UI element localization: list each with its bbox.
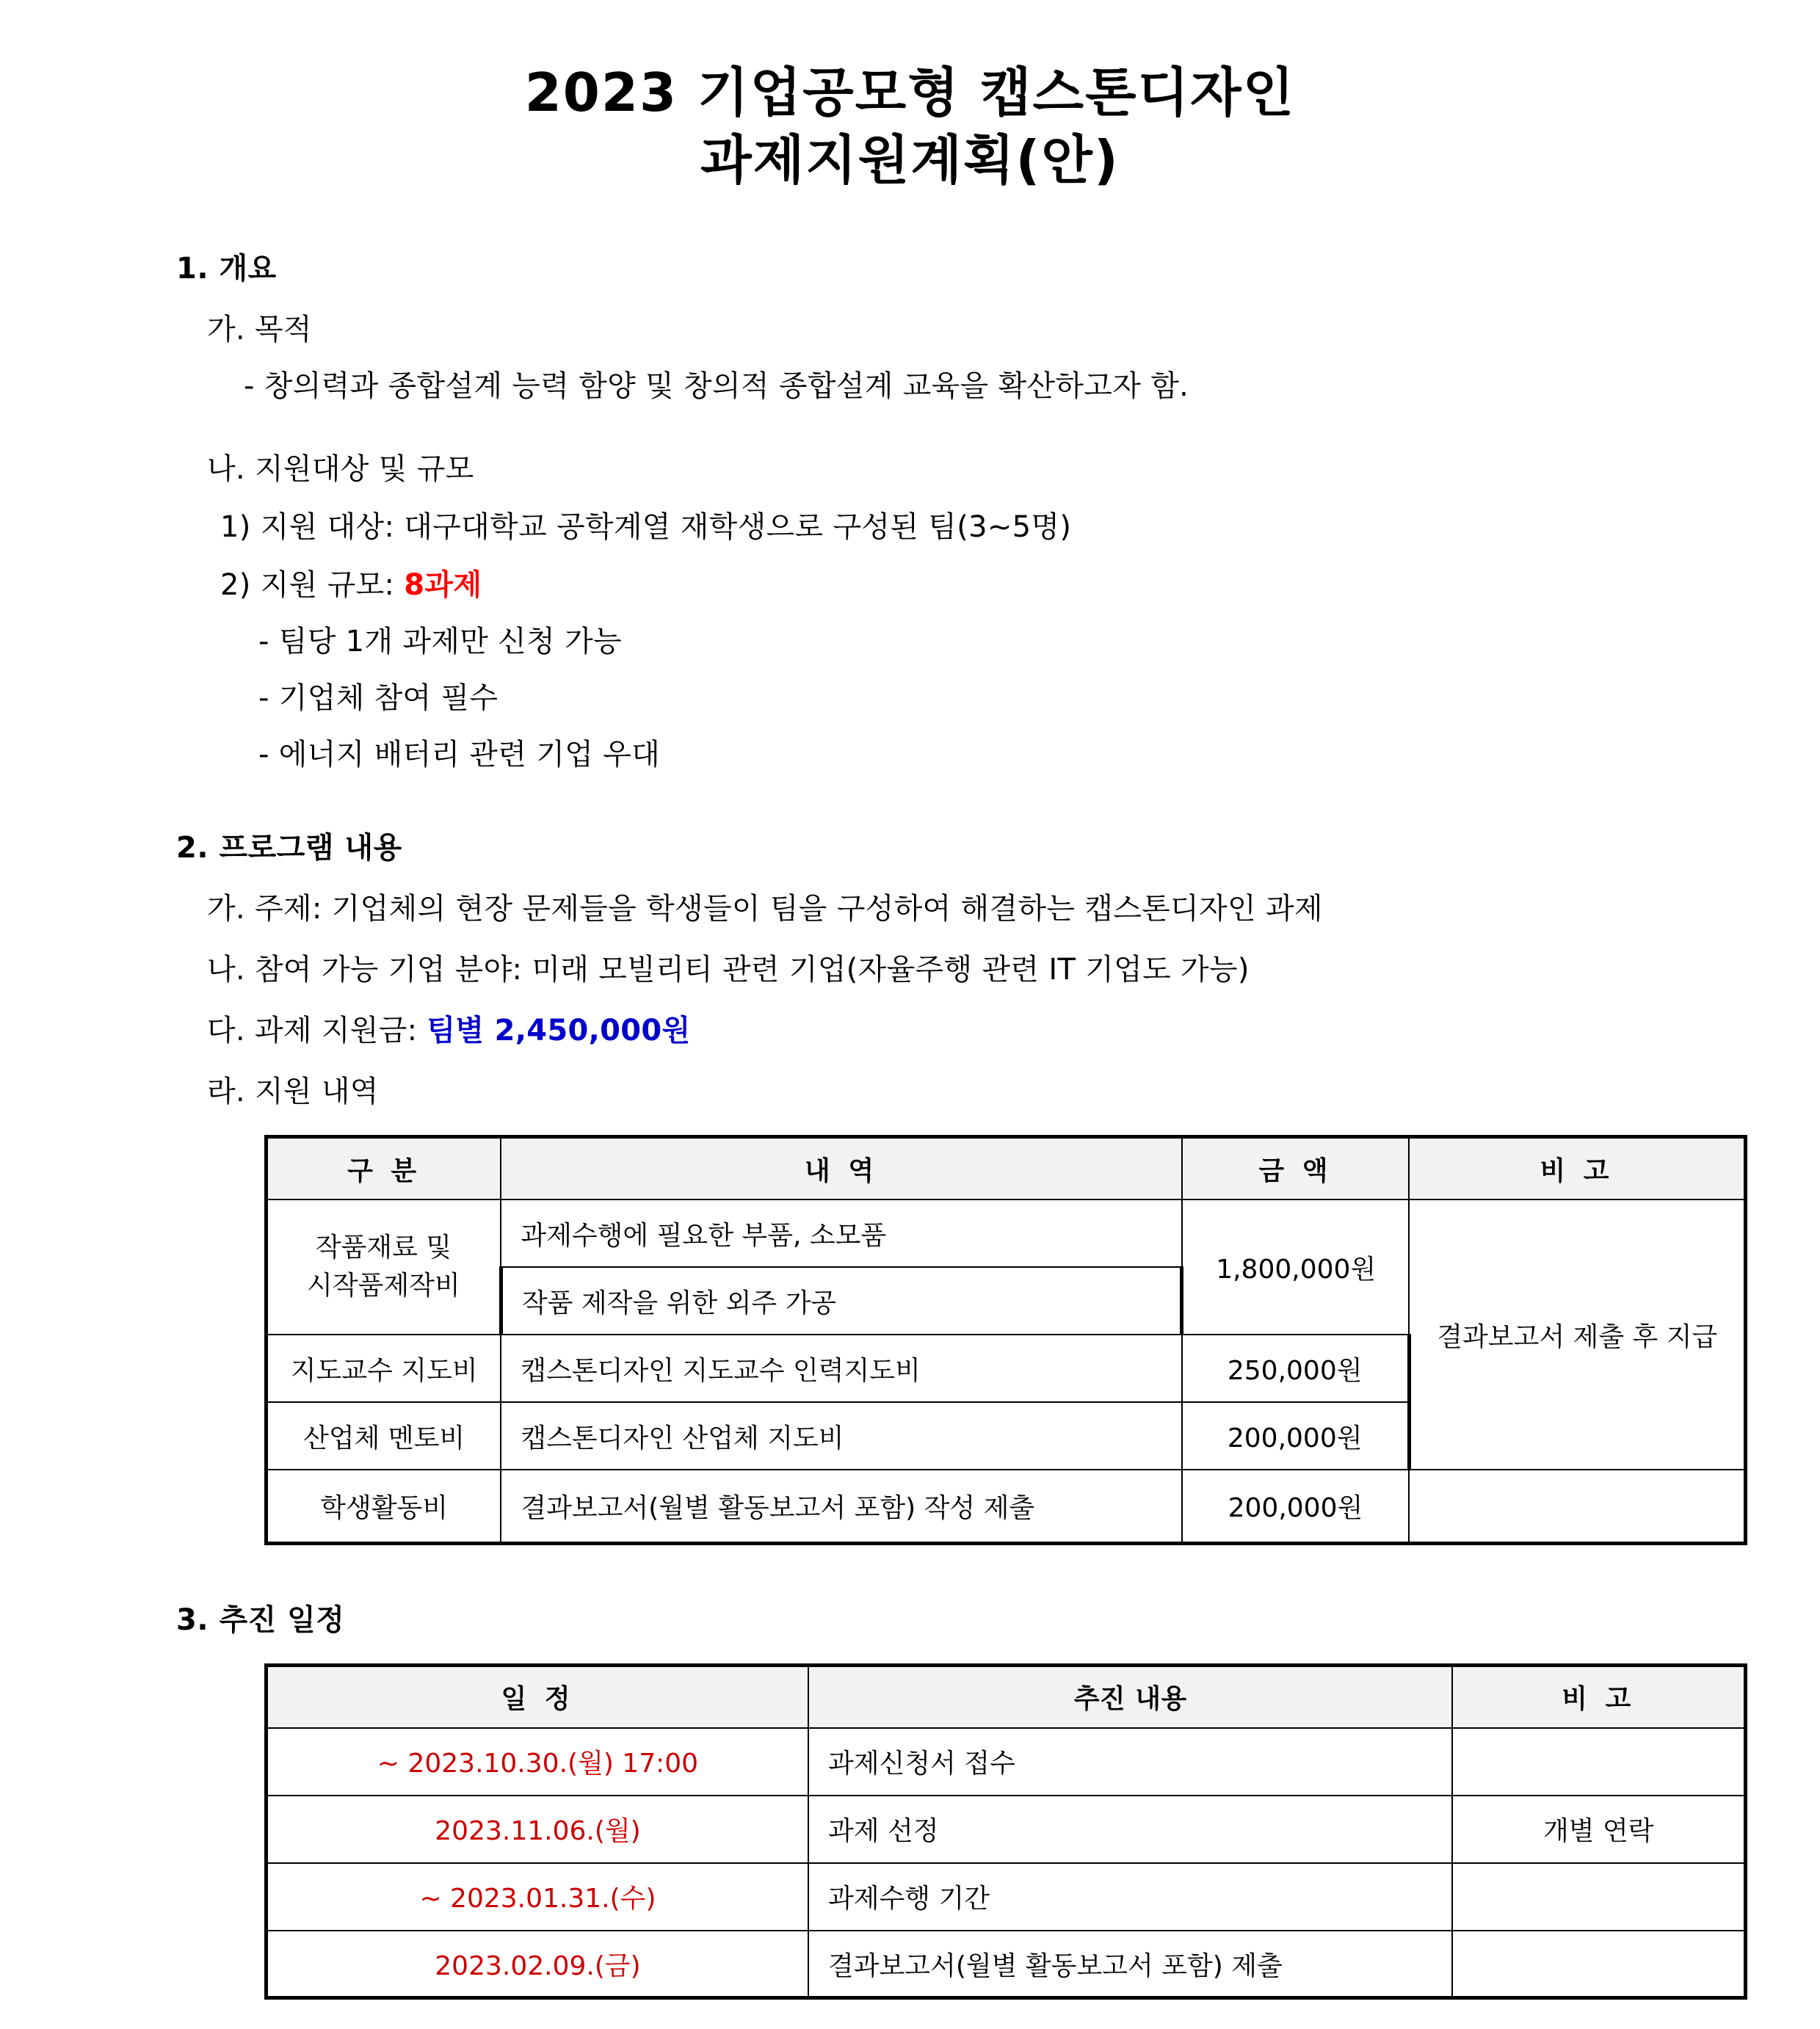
- table-header-row: [267, 1665, 1746, 1728]
- support-cell-amount-3: 200,000원: [1182, 1402, 1409, 1470]
- page-title-line-2: 과제지원계획(안): [700, 129, 1120, 192]
- schedule-header-note: 비 고: [1452, 1665, 1745, 1728]
- support-header-details: 내 역: [501, 1137, 1182, 1200]
- section-2-heading: 2. 프로그램 내용: [176, 831, 402, 865]
- support-cell-detail-1b: 작품 제작을 위한 외주 가공: [501, 1267, 1182, 1335]
- schedule-date-1: ~ 2023.10.30.(월) 17:00: [267, 1728, 808, 1796]
- schedule-note-2: 개별 연락: [1452, 1796, 1745, 1863]
- section-1-item-a-detail: - 창의력과 종합설계 능력 함양 및 창의적 종합설계 교육을 확산하고자 함.: [244, 369, 1189, 404]
- funding-value: 팀별 2,450,000원: [427, 1014, 691, 1048]
- schedule-note-4: [1452, 1931, 1745, 1998]
- support-category-1-line-2: 시작품제작비: [307, 1271, 460, 1302]
- funding-label: 다. 과제 지원금:: [207, 1014, 427, 1048]
- support-cell-detail-4: 결과보고서(월별 활동보고서 포함) 작성 제출: [501, 1470, 1182, 1543]
- schedule-content-3: 과제수행 기간: [808, 1863, 1453, 1931]
- page-title: [88, 59, 1732, 194]
- table-row: [267, 1470, 1746, 1543]
- section-1-heading: 1. 개요: [176, 252, 277, 286]
- support-scale-label: 2) 지원 규모:: [220, 568, 405, 603]
- schedule-content-2: 과제 선정: [808, 1796, 1453, 1863]
- support-cell-detail-2: 캡스톤디자인 지도교수 인력지도비: [501, 1335, 1182, 1402]
- section-schedule: [88, 1597, 1732, 2000]
- support-cell-note: 결과보고서 제출 후 지급: [1409, 1199, 1745, 1470]
- section-2-item-a: 가. 주제: 기업체의 현장 문제들을 학생들이 팀을 구성하여 해결하는 캡스톤디자인 과제: [207, 892, 1323, 926]
- schedule-header-date: 일 정: [267, 1665, 808, 1728]
- support-cell-detail-1a: 과제수행에 필요한 부품, 소모품: [501, 1199, 1182, 1267]
- support-scale-value: 8과제: [404, 568, 482, 603]
- schedule-table: [264, 1663, 1747, 2000]
- section-1-item-b-2-sub-3: - 에너지 배터리 관련 기업 우대: [258, 738, 661, 772]
- table-row: [267, 1931, 1746, 1998]
- schedule-table-body: [267, 1728, 1746, 1998]
- section-1-item-b-2: [220, 562, 1732, 603]
- table-row: [267, 1796, 1746, 1863]
- schedule-content-1: 과제신청서 접수: [808, 1728, 1453, 1796]
- support-cell-detail-3: 캡스톤디자인 산업체 지도비: [501, 1402, 1182, 1470]
- section-1-item-b-2-sub-2: - 기업체 참여 필수: [258, 681, 498, 716]
- support-cell-category-1: [267, 1199, 501, 1335]
- schedule-date-2: 2023.11.06.(월): [267, 1796, 808, 1863]
- section-1-item-a-label: 가. 목적: [207, 313, 312, 347]
- support-header-note: 비 고: [1409, 1137, 1745, 1200]
- support-category-1-line-1: 작품재료 및: [315, 1233, 452, 1263]
- schedule-note-3: [1452, 1863, 1745, 1931]
- support-cell-category-4: 학생활동비: [267, 1470, 501, 1543]
- section-1-item-b-2-sub-1: - 팀당 1개 과제만 신청 가능: [258, 625, 622, 659]
- support-cell-note-filler: [1409, 1470, 1745, 1543]
- section-program-content: [88, 824, 1732, 1545]
- schedule-content-4: 결과보고서(월별 활동보고서 포함) 제출: [808, 1931, 1453, 1998]
- support-cell-amount-4: 200,000원: [1182, 1470, 1409, 1543]
- support-cell-amount-2: 250,000원: [1182, 1335, 1409, 1402]
- section-2-item-c: [207, 1007, 1732, 1049]
- support-table-head: [267, 1137, 1746, 1200]
- section-3-heading: 3. 추진 일정: [176, 1602, 345, 1637]
- support-cell-amount-1: 1,800,000원: [1182, 1199, 1409, 1335]
- section-2-item-d: 라. 지원 내역: [207, 1075, 379, 1109]
- table-row: [267, 1199, 1746, 1267]
- support-cell-category-2: 지도교수 지도비: [267, 1335, 501, 1402]
- section-2-item-b: 나. 참여 가능 기업 분야: 미래 모빌리티 관련 기업(자율주행 관련 IT 기업도 가능): [207, 953, 1250, 987]
- schedule-table-head: [267, 1665, 1746, 1728]
- table-header-row: [267, 1137, 1746, 1200]
- table-row: [267, 1728, 1746, 1796]
- support-table-body: [267, 1199, 1746, 1543]
- spacer: [88, 404, 1732, 427]
- page-title-line-1: 2023 기업공모형 캡스톤디자인: [524, 62, 1296, 123]
- schedule-date-3: ~ 2023.01.31.(수): [267, 1863, 808, 1931]
- support-details-table: [264, 1135, 1747, 1545]
- schedule-date-4: 2023.02.09.(금): [267, 1931, 808, 1998]
- schedule-header-content: 추진 내용: [808, 1665, 1453, 1728]
- support-cell-category-3: 산업체 멘토비: [267, 1402, 501, 1470]
- section-overview: [88, 245, 1732, 773]
- support-header-category: 구 분: [267, 1137, 501, 1200]
- support-header-amount: 금 액: [1182, 1137, 1409, 1200]
- section-1-item-b-label: 나. 지원대상 및 규모: [207, 452, 474, 487]
- schedule-note-1: [1452, 1728, 1745, 1796]
- table-row: [267, 1863, 1746, 1931]
- section-1-item-b-1: 1) 지원 대상: 대구대학교 공학계열 재학생으로 구성된 팀(3~5명): [220, 510, 1072, 545]
